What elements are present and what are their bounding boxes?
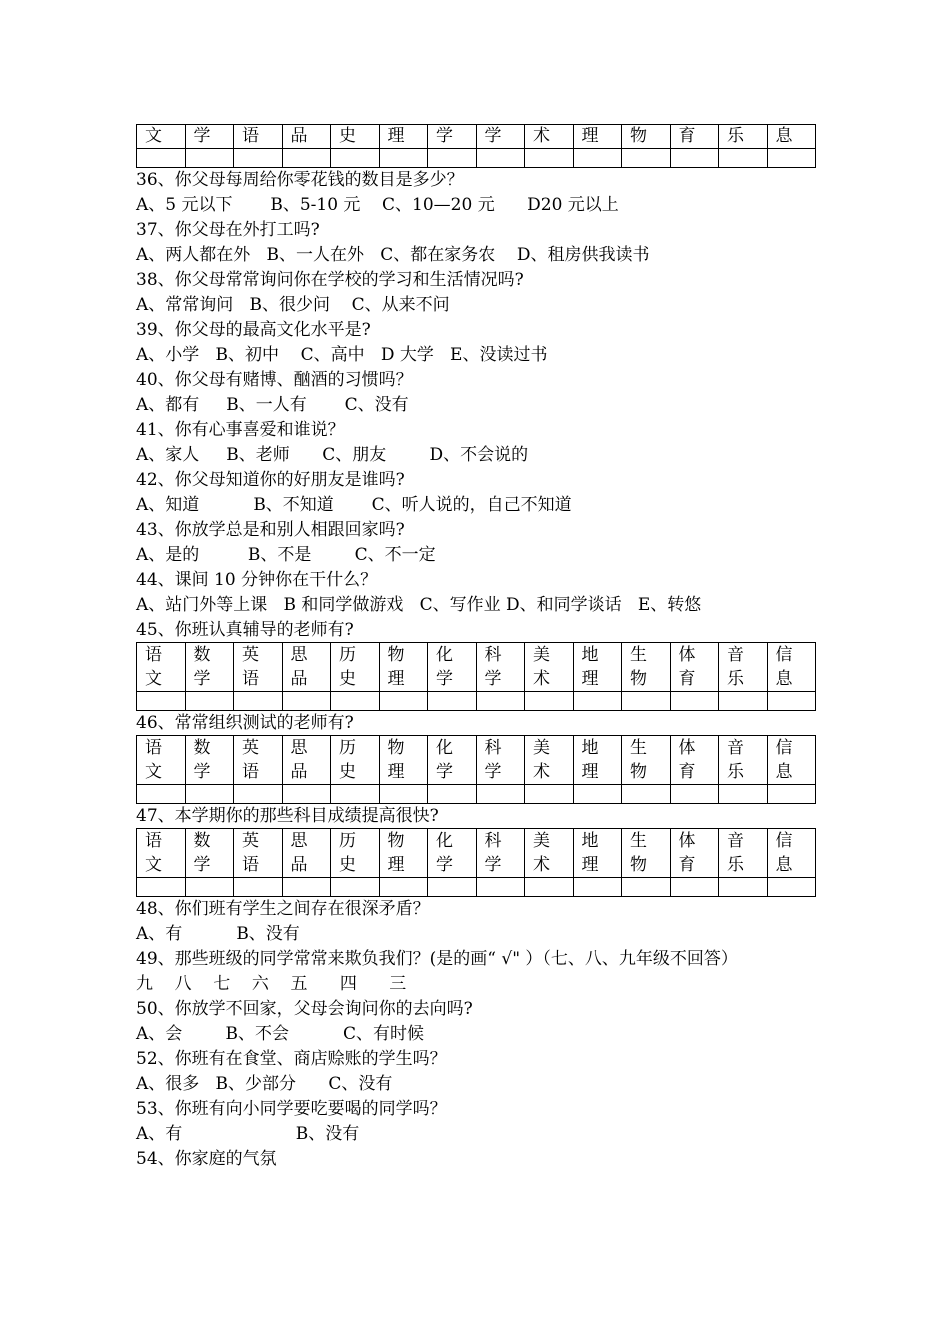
subject-char: 术	[533, 855, 550, 875]
subject-cell	[331, 643, 380, 692]
subject-table-47	[136, 828, 816, 897]
subject-char: 音	[727, 645, 744, 665]
answer-cell[interactable]	[670, 692, 719, 711]
question-48: 48、你们班有学生之间存在很深矛盾？	[136, 899, 430, 919]
question-44: 44、课间 10 分钟你在干什么？	[136, 570, 378, 590]
subject-char: 科	[484, 831, 502, 851]
question-53: 53、你班有向小同学要吃要喝的同学吗？	[136, 1099, 447, 1119]
subject-char: 体	[678, 645, 696, 665]
subject-cell: 理	[379, 125, 428, 149]
answer-cell[interactable]	[282, 692, 331, 711]
answer-options-36: A、5 元以下 B、5-10 元 C、10—20 元 D20 元以上	[136, 195, 619, 215]
answer-cell[interactable]	[185, 785, 234, 804]
subject-char: 信	[775, 738, 793, 758]
answer-cell[interactable]	[767, 149, 816, 168]
subject-cell	[428, 736, 477, 785]
subject-cell	[525, 643, 574, 692]
subject-char: 科	[484, 645, 502, 665]
answer-cell[interactable]	[719, 785, 768, 804]
subject-char: 理	[581, 669, 599, 689]
subject-char: 生	[630, 831, 647, 851]
answer-cell[interactable]	[185, 692, 234, 711]
subject-cell	[767, 643, 816, 692]
subject-cell: 品	[282, 125, 331, 149]
answer-options-53: A、有 B、没有	[136, 1124, 360, 1144]
subject-cell	[622, 643, 671, 692]
answer-cell[interactable]	[573, 149, 622, 168]
subject-char: 乐	[727, 762, 744, 782]
answer-options-44: A、站门外等上课 B 和同学做游戏 C、写作业 D、和同学谈话 E、转悠	[136, 595, 702, 615]
subject-char: 学	[193, 669, 211, 689]
answer-cell[interactable]	[379, 878, 428, 897]
subject-char: 美	[533, 738, 550, 758]
subject-char: 地	[581, 645, 599, 665]
subject-char: 理	[387, 855, 405, 875]
answer-cell[interactable]	[331, 149, 380, 168]
subject-header-row	[137, 643, 816, 692]
subject-char: 品	[290, 669, 308, 689]
answer-cell[interactable]	[137, 878, 186, 897]
subject-cell: 学	[476, 125, 525, 149]
subject-header-row	[137, 736, 816, 785]
answer-row	[137, 785, 816, 804]
answer-cell[interactable]	[670, 149, 719, 168]
answer-row	[137, 878, 816, 897]
subject-char: 学	[436, 762, 453, 782]
subject-cell	[573, 643, 622, 692]
question-49: 49、那些班级的同学常常来欺负我们？(是的画“ √" ）（七、八、九年级不回答）	[136, 949, 738, 969]
subject-cell	[670, 829, 719, 878]
subject-cell	[476, 736, 525, 785]
answer-options-43: A、是的 B、不是 C、不一定	[136, 545, 436, 565]
subject-char: 体	[678, 831, 696, 851]
answer-cell[interactable]	[525, 692, 574, 711]
subject-table-46	[136, 735, 816, 804]
subject-char: 物	[387, 831, 405, 851]
answer-cell[interactable]	[719, 692, 768, 711]
subject-cell	[719, 829, 768, 878]
subject-cell	[234, 643, 283, 692]
subject-char: 史	[339, 669, 356, 689]
subject-char: 英	[242, 831, 259, 851]
subject-char: 术	[533, 762, 550, 782]
subject-char: 思	[290, 831, 308, 851]
subject-cell: 育	[670, 125, 719, 149]
subject-cell	[379, 643, 428, 692]
subject-char: 息	[775, 762, 793, 782]
answer-cell[interactable]	[234, 692, 283, 711]
subject-char: 语	[145, 831, 162, 851]
subject-header-row	[137, 125, 816, 149]
answer-options-40: A、都有 B、一人有 C、没有	[136, 395, 409, 415]
subject-char: 英	[242, 738, 259, 758]
subject-char: 理	[387, 762, 405, 782]
answer-cell[interactable]	[719, 149, 768, 168]
subject-cell	[331, 829, 380, 878]
subject-cell	[476, 829, 525, 878]
question-45: 45、你班认真辅导的老师有?	[136, 620, 354, 640]
subject-cell: 物	[622, 125, 671, 149]
answer-cell[interactable]	[282, 878, 331, 897]
subject-cell	[719, 643, 768, 692]
question-41: 41、你有心事喜爱和谁说？	[136, 420, 345, 440]
subject-char: 文	[145, 855, 162, 875]
question-39: 39、你父母的最高文化水平是?	[136, 320, 371, 340]
answer-cell[interactable]	[573, 785, 622, 804]
subject-cell	[379, 736, 428, 785]
subject-char: 息	[775, 855, 793, 875]
answer-cell[interactable]	[185, 149, 234, 168]
subject-cell	[428, 829, 477, 878]
subject-char: 化	[436, 645, 453, 665]
answer-cell[interactable]	[137, 692, 186, 711]
subject-char: 语	[242, 855, 259, 875]
subject-char: 思	[290, 645, 308, 665]
answer-cell[interactable]	[137, 785, 186, 804]
subject-cell	[234, 736, 283, 785]
subject-char: 学	[436, 669, 453, 689]
subject-char: 学	[436, 855, 453, 875]
answer-options-41: A、家人 B、老师 C、朋友 D、不会说的	[136, 445, 529, 465]
subject-char: 文	[145, 669, 162, 689]
subject-char: 史	[339, 855, 356, 875]
answer-options-48: A、有 B、没有	[136, 924, 300, 944]
subject-cell	[622, 829, 671, 878]
subject-char: 理	[581, 855, 599, 875]
answer-cell[interactable]	[282, 785, 331, 804]
subject-char: 术	[533, 669, 550, 689]
answer-cell[interactable]	[622, 692, 671, 711]
subject-cell: 学	[428, 125, 477, 149]
subject-cell	[428, 643, 477, 692]
subject-char: 学	[484, 855, 502, 875]
subject-char: 语	[145, 645, 162, 665]
subject-cell	[282, 643, 331, 692]
subject-cell: 史	[331, 125, 380, 149]
subject-char: 语	[242, 762, 259, 782]
subject-cell	[282, 736, 331, 785]
subject-cell	[234, 829, 283, 878]
answer-cell[interactable]	[428, 785, 477, 804]
answer-cell[interactable]	[670, 878, 719, 897]
subject-char: 学	[193, 855, 211, 875]
answer-cell[interactable]	[379, 785, 428, 804]
subject-char: 史	[339, 762, 356, 782]
answer-cell[interactable]	[428, 149, 477, 168]
subject-char: 物	[630, 855, 647, 875]
answer-cell[interactable]	[622, 149, 671, 168]
subject-char: 品	[290, 855, 308, 875]
subject-cell	[573, 736, 622, 785]
subject-cell	[719, 736, 768, 785]
subject-char: 信	[775, 831, 793, 851]
subject-char: 生	[630, 738, 647, 758]
answer-cell[interactable]	[767, 878, 816, 897]
answer-options-39: A、小学 B、初中 C、高中 D 大学 E、没读过书	[136, 345, 548, 365]
answer-options-42: A、知道 B、不知道 C、听人说的，自己不知道	[136, 495, 572, 515]
answer-options-50: A、会 B、不会 C、有时候	[136, 1024, 425, 1044]
answer-options-49: 九 八 七 六 五 四 三	[136, 974, 407, 994]
subject-cell: 语	[234, 125, 283, 149]
question-36: 36、你父母每周给你零花钱的数目是多少？	[136, 170, 464, 190]
subject-char: 育	[678, 762, 696, 782]
subject-cell	[573, 829, 622, 878]
subject-char: 英	[242, 645, 259, 665]
subject-table-top	[136, 124, 816, 168]
question-50: 50、你放学不回家，父母会询问你的去向吗?	[136, 999, 473, 1019]
subject-cell	[379, 829, 428, 878]
subject-char: 音	[727, 831, 744, 851]
subject-char: 文	[145, 762, 162, 782]
subject-cell	[525, 829, 574, 878]
answer-cell[interactable]	[331, 692, 380, 711]
subject-cell	[525, 736, 574, 785]
subject-cell: 乐	[719, 125, 768, 149]
subject-char: 数	[193, 738, 211, 758]
answer-options-38: A、常常询问 B、很少问 C、从来不问	[136, 295, 450, 315]
answer-cell[interactable]	[234, 878, 283, 897]
subject-char: 科	[484, 738, 502, 758]
answer-options-52: A、很多 B、少部分 C、没有	[136, 1074, 393, 1094]
answer-cell[interactable]	[379, 692, 428, 711]
subject-char: 物	[387, 645, 405, 665]
subject-char: 思	[290, 738, 308, 758]
subject-cell	[767, 829, 816, 878]
subject-cell	[670, 643, 719, 692]
answer-cell[interactable]	[622, 785, 671, 804]
answer-cell[interactable]	[525, 878, 574, 897]
question-43: 43、你放学总是和别人相跟回家吗?	[136, 520, 405, 540]
subject-cell: 学	[185, 125, 234, 149]
answer-cell[interactable]	[476, 878, 525, 897]
answer-cell[interactable]	[670, 785, 719, 804]
questionnaire-page	[136, 124, 816, 1172]
subject-char: 地	[581, 831, 599, 851]
answer-cell[interactable]	[767, 785, 816, 804]
subject-char: 物	[387, 738, 405, 758]
answer-cell[interactable]	[622, 878, 671, 897]
subject-char: 理	[387, 669, 405, 689]
question-38: 38、你父母常常询问你在学校的学习和生活情况吗?	[136, 270, 524, 290]
subject-cell	[185, 643, 234, 692]
subject-header-row	[137, 829, 816, 878]
subject-cell	[282, 829, 331, 878]
subject-char: 物	[630, 762, 647, 782]
question-47: 47、本学期你的那些科目成绩提高很快?	[136, 806, 439, 826]
answer-cell[interactable]	[379, 149, 428, 168]
subject-cell	[137, 829, 186, 878]
subject-cell	[476, 643, 525, 692]
subject-cell	[670, 736, 719, 785]
subject-cell: 文	[137, 125, 186, 149]
subject-char: 语	[242, 669, 259, 689]
answer-cell[interactable]	[137, 149, 186, 168]
subject-char: 体	[678, 738, 696, 758]
subject-char: 乐	[727, 855, 744, 875]
question-54: 54、你家庭的气氛	[136, 1149, 277, 1169]
subject-char: 历	[339, 738, 356, 758]
answer-cell[interactable]	[331, 878, 380, 897]
subject-char: 品	[290, 762, 308, 782]
subject-char: 数	[193, 645, 211, 665]
subject-cell	[767, 736, 816, 785]
subject-char: 音	[727, 738, 744, 758]
subject-char: 美	[533, 831, 550, 851]
answer-cell[interactable]	[573, 692, 622, 711]
subject-char: 物	[630, 669, 647, 689]
subject-char: 数	[193, 831, 211, 851]
answer-cell[interactable]	[234, 149, 283, 168]
answer-cell[interactable]	[476, 785, 525, 804]
subject-char: 历	[339, 645, 356, 665]
answer-cell[interactable]	[767, 692, 816, 711]
answer-options-37: A、两人都在外 B、一人在外 C、都在家务农 D、租房供我读书	[136, 245, 650, 265]
question-52: 52、你班有在食堂、商店赊账的学生吗？	[136, 1049, 447, 1069]
subject-cell: 息	[767, 125, 816, 149]
subject-cell	[185, 736, 234, 785]
subject-char: 育	[678, 855, 696, 875]
answer-cell[interactable]	[234, 785, 283, 804]
answer-row	[137, 692, 816, 711]
subject-cell	[137, 643, 186, 692]
subject-cell	[185, 829, 234, 878]
answer-cell[interactable]	[476, 692, 525, 711]
subject-char: 理	[581, 762, 599, 782]
subject-char: 化	[436, 738, 453, 758]
subject-char: 语	[145, 738, 162, 758]
answer-cell[interactable]	[476, 149, 525, 168]
subject-cell	[137, 736, 186, 785]
subject-table-45	[136, 642, 816, 711]
answer-cell[interactable]	[525, 785, 574, 804]
answer-cell[interactable]	[428, 692, 477, 711]
subject-char: 生	[630, 645, 647, 665]
subject-char: 信	[775, 645, 793, 665]
subject-cell	[622, 736, 671, 785]
subject-char: 化	[436, 831, 453, 851]
answer-cell[interactable]	[719, 878, 768, 897]
subject-char: 学	[484, 669, 502, 689]
answer-cell[interactable]	[428, 878, 477, 897]
subject-char: 美	[533, 645, 550, 665]
subject-char: 育	[678, 669, 696, 689]
subject-cell: 理	[573, 125, 622, 149]
subject-char: 地	[581, 738, 599, 758]
question-37: 37、你父母在外打工吗?	[136, 220, 320, 240]
question-46: 46、常常组织测试的老师有?	[136, 713, 354, 733]
answer-row	[137, 149, 816, 168]
answer-cell[interactable]	[331, 785, 380, 804]
question-42: 42、你父母知道你的好朋友是谁吗?	[136, 470, 405, 490]
answer-cell[interactable]	[573, 878, 622, 897]
subject-char: 学	[193, 762, 211, 782]
answer-cell[interactable]	[185, 878, 234, 897]
question-40: 40、你父母有赌博、酗酒的习惯吗？	[136, 370, 413, 390]
subject-char: 乐	[727, 669, 744, 689]
answer-cell[interactable]	[525, 149, 574, 168]
subject-char: 学	[484, 762, 502, 782]
subject-char: 息	[775, 669, 793, 689]
answer-cell[interactable]	[282, 149, 331, 168]
subject-char: 历	[339, 831, 356, 851]
subject-cell: 术	[525, 125, 574, 149]
subject-cell	[331, 736, 380, 785]
